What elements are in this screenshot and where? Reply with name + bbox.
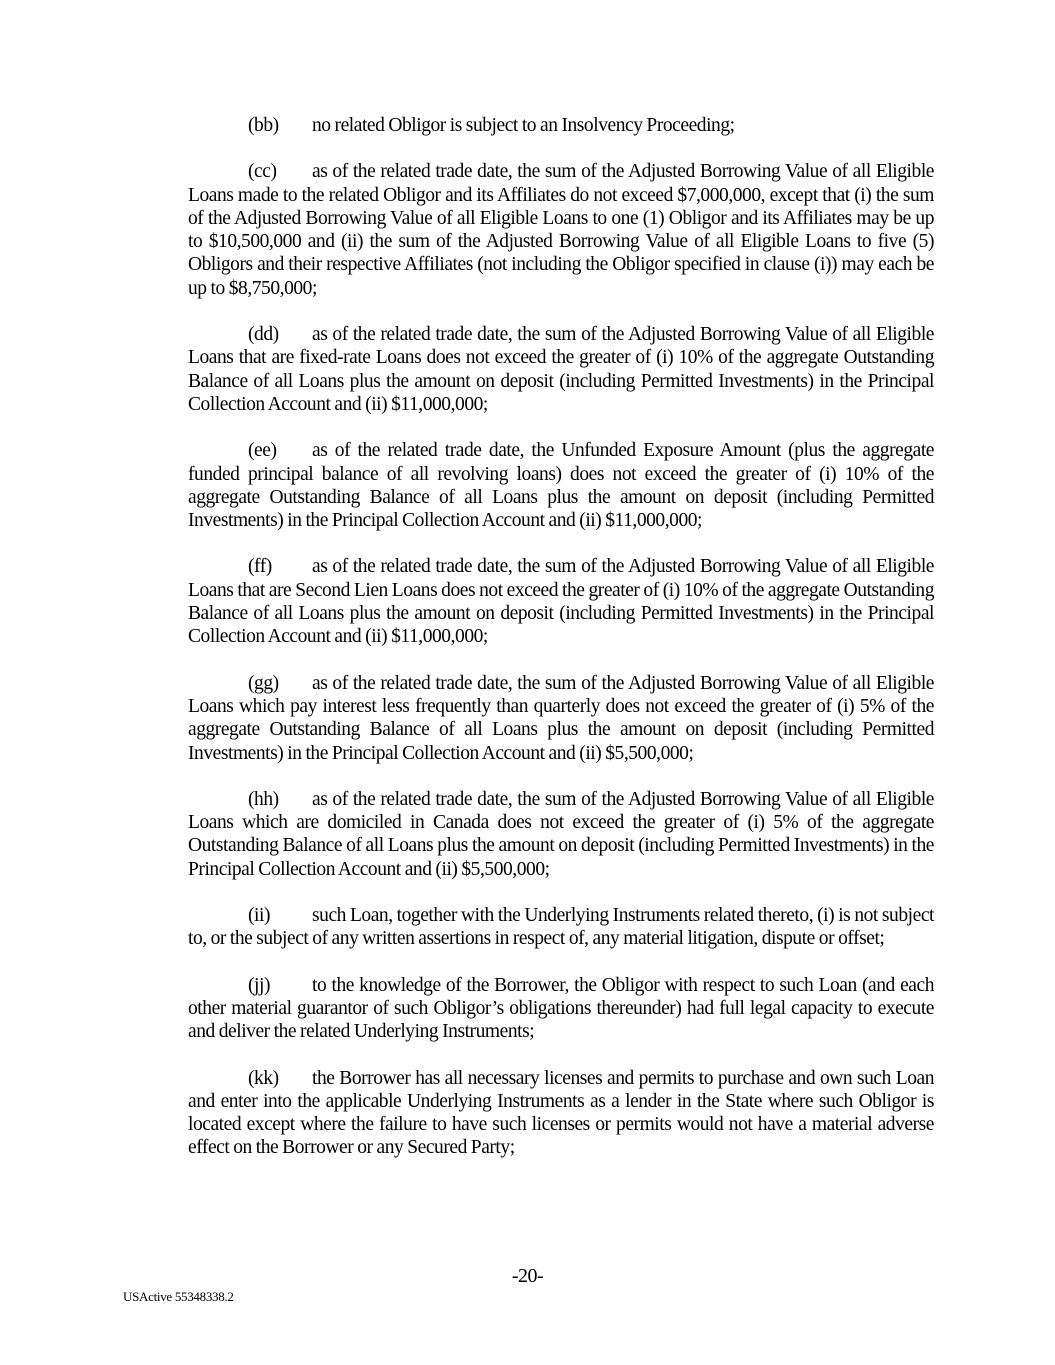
clause-paragraph (188, 974, 934, 1044)
clause-paragraph (188, 904, 934, 951)
clause-text: to the knowledge of the Borrower, the Obligor with respect to such Loan (and each other material guarantor of such Obligor’s obligations thereunder) had full legal capacity to execute and deliver the related Underlying Instruments; (188, 974, 934, 1043)
clause-text: such Loan, together with the Underlying Instruments related thereto, (i) is not subject to, or the subject of any written assertions in respect of, any material litigation, dispute or offset; (188, 905, 934, 950)
clause-paragraph (188, 1067, 934, 1160)
document-body (188, 114, 934, 1183)
page-number: -20- (511, 1265, 544, 1287)
clause-text: as of the related trade date, the sum of the Adjusted Borrowing Value of all Eligible Loans that are Second Lien Loans does not exceed the greater of (i) 10% of the aggregate Outstanding Balance of all Loans plus the amount on deposit (including Permitted Investments) in the Principal Collection Account and (ii) $11,000,000; (188, 556, 934, 648)
clause-text: no related Obligor is subject to an Insolvency Proceeding; (312, 115, 735, 136)
clause-text: as of the related trade date, the sum of the Adjusted Borrowing Value of all Eligible Loans that are fixed-rate Loans does not exceed the greater of (i) 10% of the aggregate Outstanding Balance of all Loans plus the amount on deposit (including Permitted Investments) in the Principal Collection Account and (ii) $11,000,000; (188, 324, 934, 415)
clause-label: (kk) (248, 1067, 279, 1089)
clause-paragraph (188, 439, 934, 532)
clause-label: (hh) (248, 788, 279, 810)
clause-label: (bb) (248, 115, 279, 136)
clause-label: (ee) (248, 440, 277, 462)
clause-paragraph (188, 788, 934, 881)
clause-paragraph (188, 555, 934, 648)
clause-paragraph (188, 672, 934, 765)
clause-label: (ff) (248, 556, 272, 578)
clause-paragraph (188, 114, 934, 137)
clause-label: (ii) (248, 905, 271, 927)
clause-label: (gg) (248, 672, 279, 694)
clause-text: the Borrower has all necessary licenses and permits to purchase and own such Loan and enter into the applicable Underlying Instruments as a lender in the State where such Obligor is located except where the failure to have such licenses or permits would not have a material adverse effect on the Borrower or any Secured Party; (188, 1067, 934, 1159)
clause-label: (dd) (248, 324, 279, 346)
document-id: USActive 55348338.2 (123, 1289, 234, 1304)
clause-paragraph (188, 160, 934, 300)
clause-label: (jj) (248, 974, 271, 996)
clause-text: as of the related trade date, the sum of the Adjusted Borrowing Value of all Eligible Loans which pay interest less frequently than quarterly does not exceed the greater of (i) 5% of the aggregate Outstanding Balance of all Loans plus the amount on deposit (including Permitted Investments) in the Principal Collection Account and (ii) $5,500,000; (188, 672, 934, 764)
clause-label: (cc) (248, 161, 277, 183)
clause-text: as of the related trade date, the sum of the Adjusted Borrowing Value of all Eligible Loans which are domiciled in Canada does not exceed the greater of (i) 5% of the aggregate Outstanding Balance of all Loans plus the amount on deposit (including Permitted Investments) in the Principal Collection Account and (ii) $5,500,000; (188, 788, 934, 880)
clause-text: as of the related trade date, the Unfunded Exposure Amount (plus the aggregate funded principal balance of all revolving loans) does not exceed the greater of (i) 10% of the aggregate Outstanding Balance of all Loans plus the amount on deposit (including Permitted Investments) in the Principal Collection Account and (ii) $11,000,000; (188, 440, 934, 532)
clause-paragraph (188, 323, 934, 416)
clause-text: as of the related trade date, the sum of the Adjusted Borrowing Value of all Eligible Loans made to the related Obligor and its Affiliates do not exceed $7,000,000, except that (i) the sum of the Adjusted Borrowing Value of all Eligible Loans to one (1) Obligor and its Affiliates may be up to $10,500,000 and (ii) the sum of the Adjusted Borrowing Value of all Eligible Loans to five (5) Obligors and their respective Affiliates (not including the Obligor specified in clause (i)) may each be up to $8,750,000; (188, 161, 934, 299)
